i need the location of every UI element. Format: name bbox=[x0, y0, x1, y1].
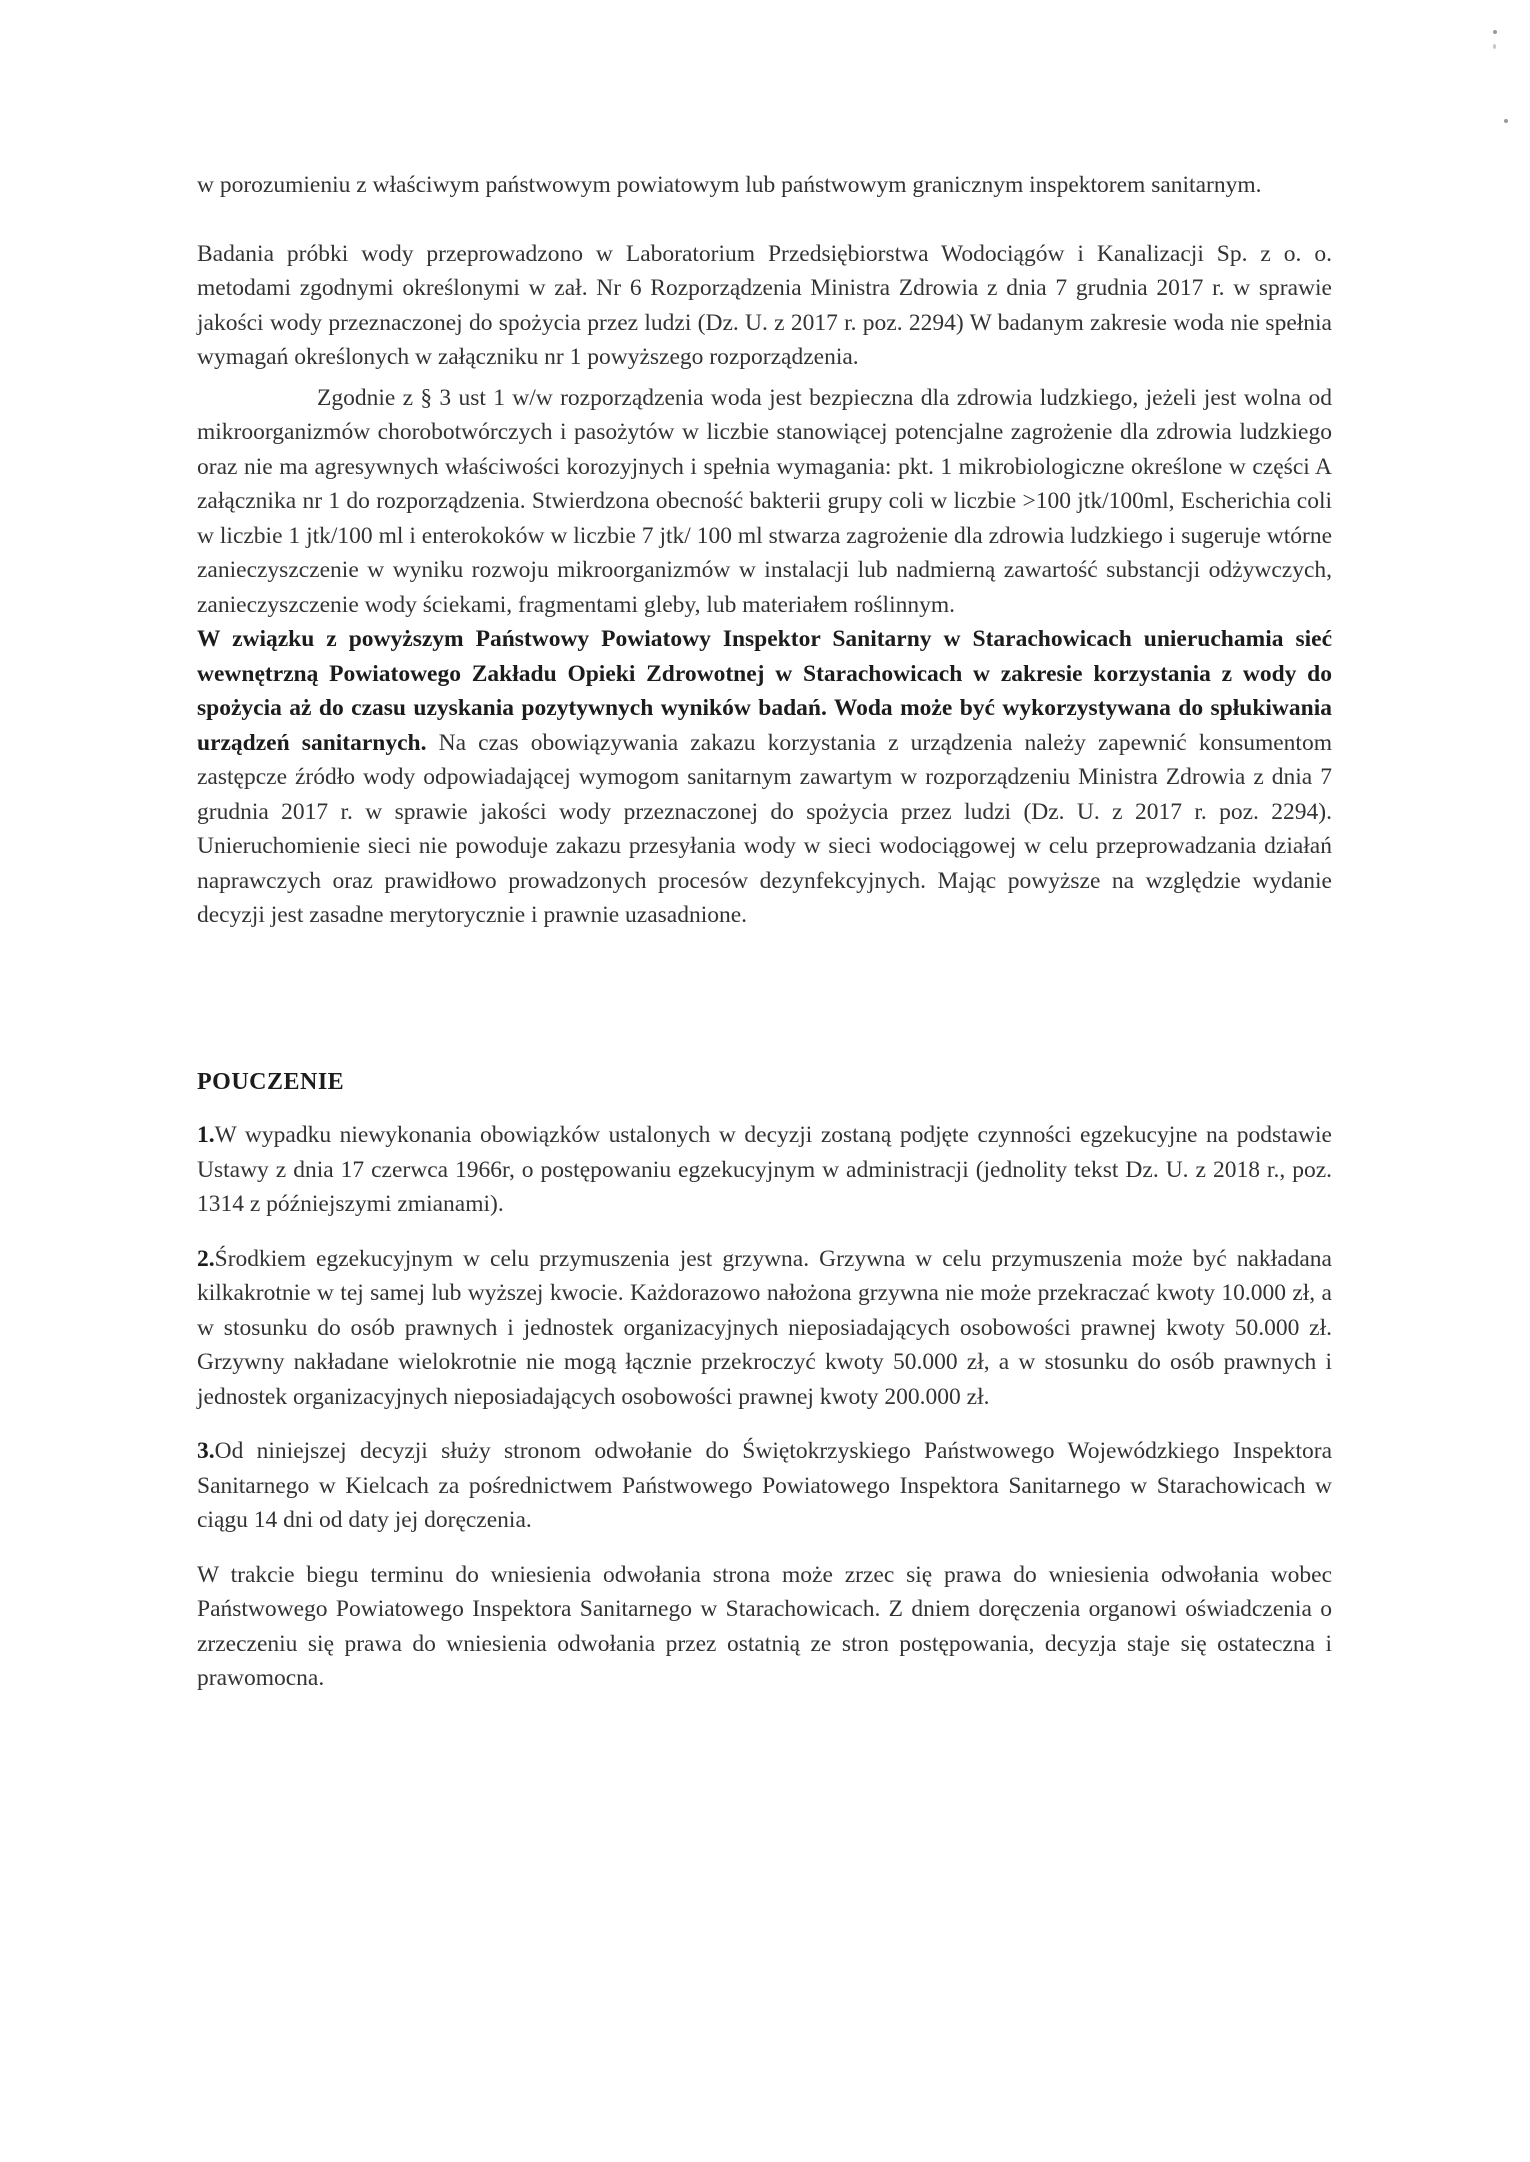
instruction-heading: POUCZENIE bbox=[197, 1068, 345, 1095]
scan-speck bbox=[1493, 44, 1496, 49]
instruction-item-text: W wypadku niewykonania obowiązków ustalonych w decyzji zostaną podjęte czynności egzekucyjne na podstawie Ustawy z dnia 17 czerwca 1966r, o postępowaniu egzekucyjnym w administracji (jednolity tekst Dz. U. z 2018 r., poz. 1314 z późniejszymi zmianami). bbox=[197, 1122, 1332, 1217]
instruction-item-number: 1. bbox=[197, 1122, 215, 1148]
decision-rest-text: Na czas obowiązywania zakazu korzystania z urządzenia należy zapewnić konsumentom zastępcze źródło wody odpowiadającej wymogom sanitarnym zawartym w rozporządzeniu Ministra Zdrowia z dnia 7 grudnia 2017 r. w sprawie jakości wody przeznaczonej do spożycia przez ludzi (Dz. U. z 2017 r. poz. 2294). Unieruchomienie sieci nie powoduje zakazu przesyłania wody w sieci wodociągowej w celu przeprowadzania działań naprawczych oraz prawidłowo prowadzonych procesów dezynfekcyjnych. Mając powyższe na względzie wydanie decyzji jest zasadne merytorycznie i prawnie uzasadnione. bbox=[197, 729, 1332, 928]
lab-paragraph: Badania próbki wody przeprowadzono w Laboratorium Przedsiębiorstwa Wodociągów i Kanalizacji Sp. z o. o. metodami zgodnymi określonymi w zał. Nr 6 Rozporządzenia Ministra Zdrowia z dnia 7 grudnia 2017 r. w sprawie jakości wody przeznaczonej do spożycia przez ludzi (Dz. U. z 2017 r. poz. 2294) W badanym zakresie woda nie spełnia wymagań określonych w załączniku nr 1 powyższego rozporządzenia. bbox=[197, 240, 1332, 370]
instruction-final-paragraph: W trakcie biegu terminu do wniesienia odwołania strona może zrzec się prawa do wniesienia odwołania wobec Państwowego Powiatowego Inspektora Sanitarnego w Starachowicach. Z dniem doręczenia organowi oświadczenia o zrzeczeniu się prawa do wniesienia odwołania przez ostatnią ze stron postępowania, decyzja staje się ostateczna i prawomocna. bbox=[197, 1561, 1332, 1691]
justification-text: Zgodnie z § 3 ust 1 w/w rozporządzenia woda jest bezpieczna dla zdrowia ludzkiego, jeżeli jest wolna od mikroorganizmów chorobotwórczych i pasożytów w liczbie stanowiącej potencjalne zagrożenie dla zdrowia ludzkiego oraz nie ma agresywnych właściwości korozyjnych i spełnia wymagania: pkt. 1 mikrobiologiczne określone w części A załącznika nr 1 do rozporządzenia. Stwierdzona obecność bakterii grupy coli w liczbie >100 jtk/100ml, Escherichia coli w liczbie 1 jtk/100 ml i enterokoków w liczbie 7 jtk/ 100 ml stwarza zagrożenie dla zdrowia ludzkiego i sugeruje wtórne zanieczyszczenie w wyniku rozwoju mikroorganizmów w instalacji lub nadmierną zawartość substancji odżywczych, zanieczyszczenie wody ściekami, fragmentami gleby, lub materiałem roślinnym. bbox=[197, 384, 1332, 618]
intro-paragraph: w porozumieniu z właściwym państwowym powiatowym lub państwowym granicznym inspektorem sanitarnym. bbox=[197, 172, 1262, 198]
decision-bold-text: W związku z powyższym Państwowy Powiatowy Inspektor Sanitarny w Starachowicach unieruchamia sieć wewnętrzną Powiatowego Zakładu Opieki Zdrowotnej w Starachowicach w zakresie korzystania z wody do spożycia aż do czasu uzyskania pozytywnych wyników badań. Woda może być wykorzystywana do spłukiwania urządzeń sanitarnych. bbox=[197, 626, 1332, 756]
instruction-item-2 bbox=[197, 1242, 1332, 1415]
document-page bbox=[197, 168, 1332, 1696]
scan-speck bbox=[1504, 119, 1508, 123]
justification-paragraph bbox=[197, 381, 1332, 933]
instruction-item-text: Od niniejszej decyzji służy stronom odwołanie do Świętokrzyskiego Państwowego Wojewódzkiego Inspektora Sanitarnego w Kielcach za pośrednictwem Państwowego Powiatowego Inspektora Sanitarnego w Starachowicach w ciągu 14 dni od daty jej doręczenia. bbox=[197, 1438, 1332, 1533]
scan-speck bbox=[1493, 30, 1497, 34]
instruction-item-3 bbox=[197, 1434, 1332, 1538]
instruction-item-number: 2. bbox=[197, 1245, 215, 1272]
instruction-item-text: Środkiem egzekucyjnym w celu przymuszenia jest grzywna. Grzywna w celu przymuszenia może być nakładana kilkakrotnie w tej samej lub wyższej kwocie. Każdorazowo nałożona grzywna nie może przekraczać kwoty 10.000 zł, a w stosunku do osób prawnych i jednostek organizacyjnych nieposiadających osobowości prawnej kwoty 50.000 zł. Grzywny nakładane wielokrotnie nie mogą łącznie przekroczyć kwoty 50.000 zł, a w stosunku do osób prawnych i jednostek organizacyjnych nieposiadających osobowości prawnej kwoty 200.000 zł. bbox=[197, 1245, 1332, 1410]
instruction-item-1 bbox=[197, 1118, 1332, 1222]
instruction-item-number: 3. bbox=[197, 1438, 215, 1464]
